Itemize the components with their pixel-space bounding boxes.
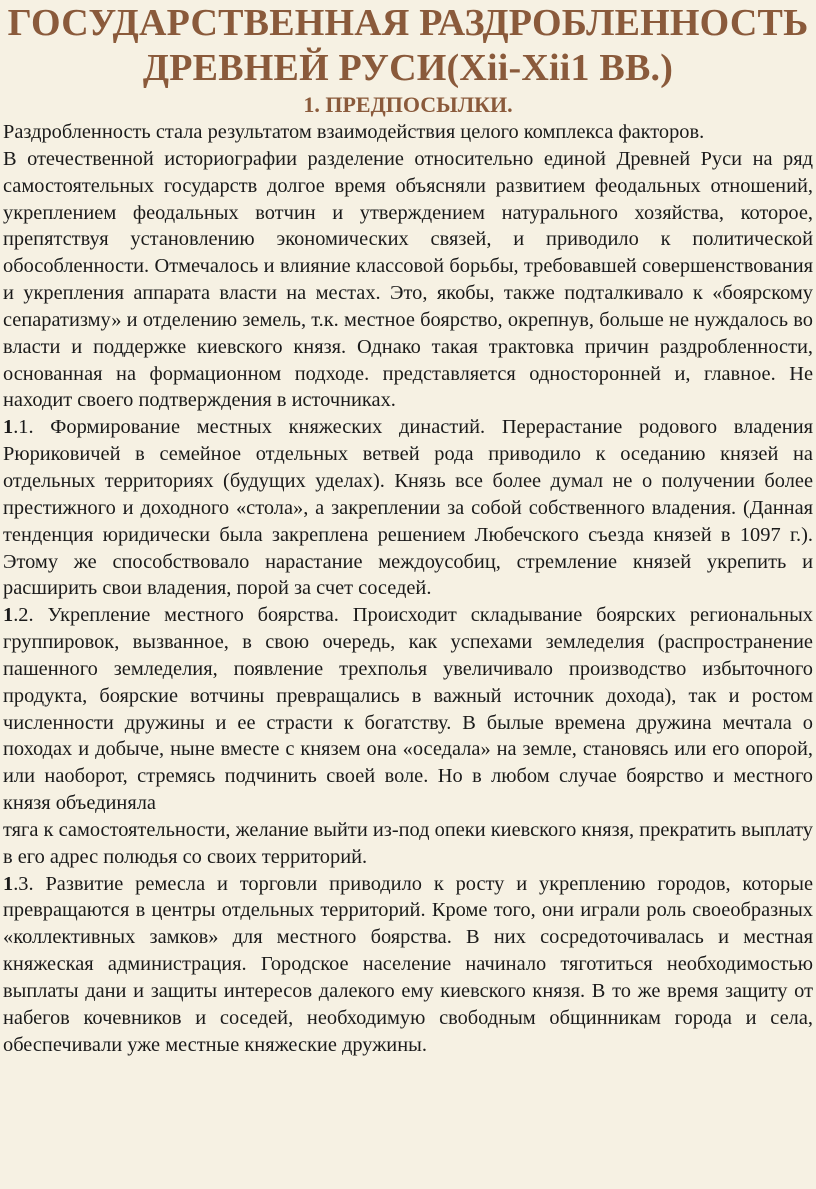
- main-paragraph: В отечественной историографии разделение относительно единой Древней Руси на ряд самостоятельных государств долгое время объясняли развитием феодальных отношений, укреплением феодальных вотчин и утверждением натурального хозяйства, которое, препятствуя установлению экономических связей, и приводило к политической обособленности. Отмечалось и влияние классовой борьбы, требовавшей совершенствования и укрепления аппарата власти на местах. Это, якобы, также подталкивало к «боярскому сепаратизму» и отделению земель, т.к. местное боярство, окрепнув, больше не нуждалось во власти и поддержке киевского князя. Однако такая трактовка причин раздробленности, основанная на формационном подходе. представляется односторонней и, главное. Не находит своего подтверждения в источниках.: [3, 147, 813, 412]
- point-number-bold: 1: [3, 416, 14, 439]
- point-text: Формирование местных княжеских династий. Перерастание родового владения Рюриковичей в семейное отдельных ветвей рода приводило к оседанию князей на отдельных территориях (будущих уделах). Князь все более думал не о получении более престижного и доходного «стола», а закреплении за собой собственного владения. (Данная тенденция юридически была закреплена решением Любечского съезда князей в 1097 г.). Этому же способствовало нарастание междоусобиц, стремление князей укрепить и расширить свои владения, порой за счет соседей.: [3, 416, 813, 600]
- point-paragraph-2: [3, 602, 813, 817]
- point-text: Укрепление местного боярства. Происходит складывание боярских региональных группировок, вызванное, в свою очередь, как успехами земледелия (распространение пашенного земледелия, появление трехполья увеличивало производство избыточного продукта, боярские вотчины превращались в важный источник дохода), так и ростом численности дружины и ее страсти к богатству. В былые времена дружина мечтала о походах и добыче, ныне вместе с князем она «оседала» на земле, становясь или его опорой, или наоборот, стремясь подчинить своей воле. Но в любом случае боярство и местного князя объединяла: [3, 604, 813, 815]
- point-number-rest: .3.: [13, 872, 34, 895]
- point-paragraph-3: [3, 871, 813, 1059]
- point-text: Развитие ремесла и торговли приводило к росту и укреплению городов, которые превращаются в центры отдельных территорий. Кроме того, они играли роль своеобразных «коллективных замков» для местного боярства. В них сосредоточивалась и местная княжеская администрация. Городское население начинало тяготиться необходимостью выплаты дани и защиты интересов далекого ему киевского князя. В то же время защиту от набегов кочевников и соседей, необходимую свободным общинникам города и села, обеспечивали уже местные княжеские дружины.: [3, 872, 813, 1056]
- point-number-rest: .1.: [13, 416, 34, 439]
- point-paragraph-2-continuation: тяга к самостоятельности, желание выйти из-под опеки киевского князя, прекратить выплату в его адрес полюдья со своих территорий.: [3, 818, 813, 868]
- point-number-bold: 1: [3, 604, 14, 627]
- point-number-bold: 1: [3, 872, 14, 895]
- point-number-rest: .2.: [13, 604, 34, 627]
- document-title: ГОСУДАРСТВЕННАЯ РАЗДРОБЛЕННОСТЬ ДРЕВНЕЙ РУСИ(Xii-Xii1 ВВ.): [7, 2, 809, 89]
- intro-paragraph: Раздробленность стала результатом взаимодействия целого комплекса факторов.: [3, 121, 705, 143]
- document-body: [3, 119, 813, 1059]
- section-heading: 1. ПРЕДПОСЫЛКИ.: [303, 92, 513, 117]
- point-paragraph-1: [3, 414, 813, 602]
